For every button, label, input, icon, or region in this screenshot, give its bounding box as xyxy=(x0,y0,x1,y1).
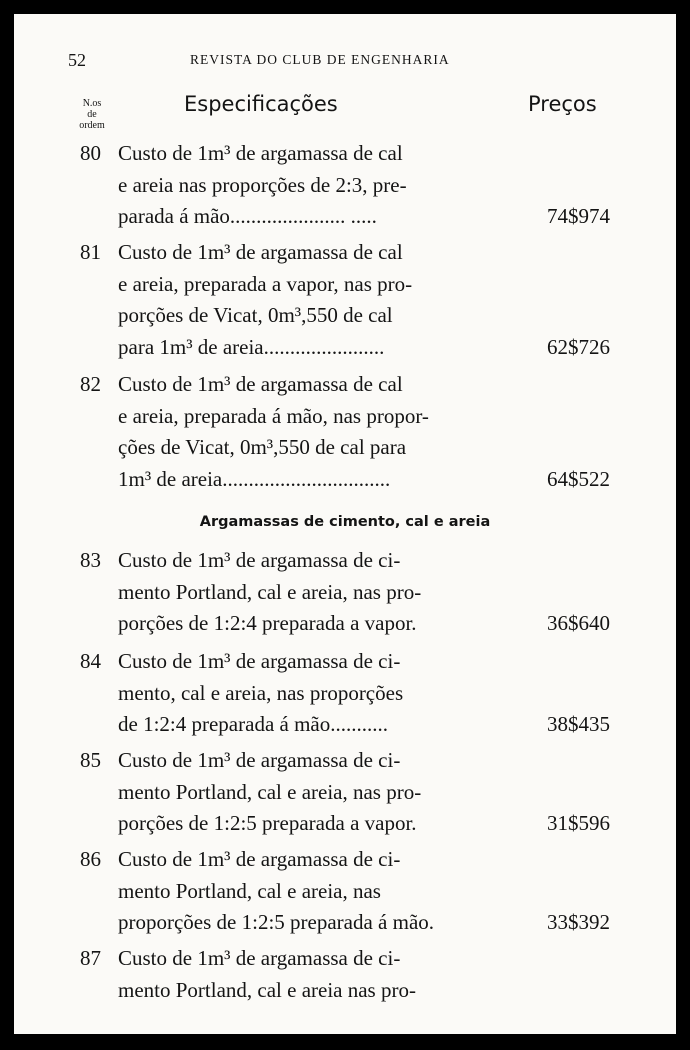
entry-line: Custo de 1m³ de argamassa de ci- xyxy=(118,548,401,572)
entry-price: 64$522 xyxy=(547,466,610,491)
book-page xyxy=(14,14,676,1034)
page-number: 52 xyxy=(68,50,86,70)
entry-line: mento Portland, cal e areia nas pro- xyxy=(118,977,416,1002)
order-label-line: de xyxy=(87,109,97,120)
order-label-line: N.os xyxy=(82,98,102,109)
entry-line: mento, cal e areia, nas proporções xyxy=(118,680,404,705)
entry-number: 83 xyxy=(80,548,101,572)
specification-column-heading: Especificações xyxy=(184,92,338,116)
entry-line: mento Portland, cal e areia, nas xyxy=(118,878,381,903)
entry-line: Custo de 1m³ de argamassa de cal xyxy=(118,372,403,396)
order-number-label xyxy=(68,98,116,131)
entry-price: 74$974 xyxy=(547,204,610,228)
entry-line: parada á mão...................... ..... xyxy=(118,204,377,228)
entry-price: 38$435 xyxy=(547,712,610,736)
entry-price: 62$726 xyxy=(547,334,610,359)
entry-line: mento Portland, cal e areia, nas pro- xyxy=(118,779,422,804)
entry-line: e areia, preparada a vapor, nas pro- xyxy=(118,271,413,296)
entry-line: Custo de 1m³ de argamassa de ci- xyxy=(118,649,401,673)
entry-line: porções de 1:2:5 preparada a vapor. xyxy=(118,811,417,835)
price-column-heading: Preços xyxy=(528,92,597,116)
page-header xyxy=(14,50,676,80)
running-title: REVISTA DO CLUB DE ENGENHARIA xyxy=(190,52,450,67)
entry-line: Custo de 1m³ de argamassa de cal xyxy=(118,240,403,264)
entry-line: e areia, preparada á mão, nas propor- xyxy=(118,403,429,428)
entry-line: Custo de 1m³ de argamassa de ci- xyxy=(118,847,401,871)
entry-number: 80 xyxy=(80,141,101,165)
entry-price: 31$596 xyxy=(547,811,610,835)
entry-number: 87 xyxy=(80,946,101,970)
entry-line: ções de Vicat, 0m³,550 de cal para xyxy=(118,435,407,459)
entry-line: 1m³ de areia................................ xyxy=(118,466,391,491)
column-headers xyxy=(14,92,676,142)
entry-number: 84 xyxy=(80,649,101,673)
entry-price: 36$640 xyxy=(547,611,610,635)
entry-price: 33$392 xyxy=(547,910,610,934)
entry-line: porções de Vicat, 0m³,550 de cal xyxy=(118,303,393,327)
entry-line: e areia nas proporções de 2:3, pre- xyxy=(118,172,407,197)
entry-line: proporções de 1:2:5 preparada á mão. xyxy=(118,910,435,934)
order-label-line: ordem xyxy=(79,120,105,131)
entry-line: porções de 1:2:4 preparada a vapor. xyxy=(118,611,417,635)
entry-number: 82 xyxy=(80,372,101,396)
entry-line: Custo de 1m³ de argamassa de ci- xyxy=(118,748,401,772)
section-heading: Argamassas de cimento, cal e areia xyxy=(199,514,491,530)
entry-number: 85 xyxy=(80,748,101,772)
entry-number: 81 xyxy=(80,240,101,264)
entry-line: Custo de 1m³ de argamassa de ci- xyxy=(118,946,401,970)
entry-number: 86 xyxy=(80,847,101,871)
entry-line: Custo de 1m³ de argamassa de cal xyxy=(118,141,403,165)
entry-line: para 1m³ de areia....................... xyxy=(118,334,385,359)
entry-line: de 1:2:4 preparada á mão........... xyxy=(118,712,388,736)
entry-line: mento Portland, cal e areia, nas pro- xyxy=(118,579,422,604)
